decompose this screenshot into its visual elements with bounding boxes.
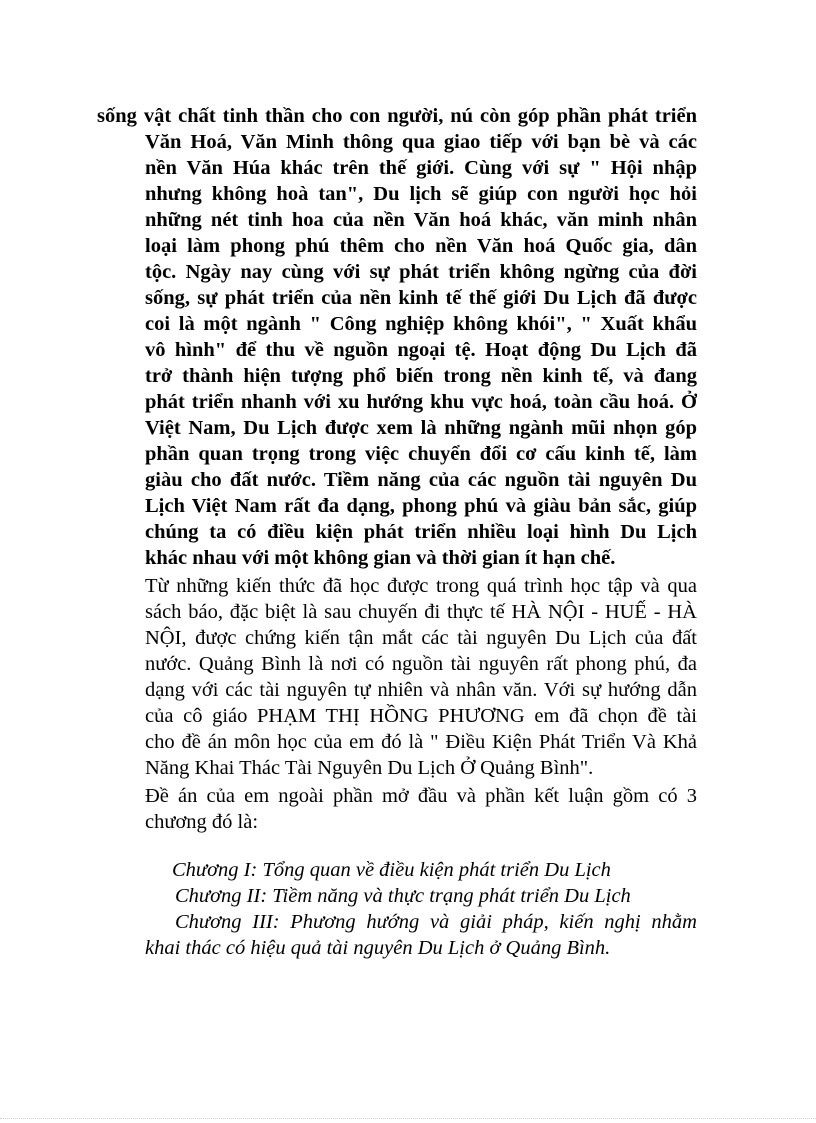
- paragraph1-line: trở thành hiện tượng phổ biến trong nền kinh tế, và đang: [145, 365, 697, 387]
- paragraph2-line: Năng Khai Thác Tài Nguyên Du Lịch Ở Quảng Bình".: [145, 757, 594, 779]
- paragraph2-line: của cô giáo PHẠM THỊ HỒNG PHƯƠNG em đã chọn đề tài: [145, 705, 697, 727]
- paragraph3-line: chương đó là:: [145, 811, 259, 833]
- paragraph1-line: Việt Nam, Du Lịch được xem là những ngành mũi nhọn góp: [145, 417, 697, 439]
- paragraph1-line: sống, sự phát triển của nền kinh tế thế giới Du Lịch đã được: [145, 287, 697, 309]
- paragraph2-line: NỘI, được chứng kiến tận mắt các tài nguyên Du Lịch của đất: [145, 627, 697, 649]
- paragraph1-line: nhưng không hoà tan", Du lịch sẽ giúp con người học hỏi: [145, 183, 697, 205]
- paragraph1-line: tộc. Ngày nay cùng với sự phát triển không ngừng của đời: [145, 261, 697, 283]
- page-bottom-divider: [0, 1118, 816, 1119]
- paragraph1-line: khác nhau với một không gian và thời gian ít hạn chế.: [145, 547, 616, 569]
- paragraph1-line: giàu cho đất nước. Tiềm năng của các nguồn tài nguyên Du: [145, 469, 697, 491]
- paragraph1-line: phát triển nhanh với xu hướng khu vực hoá, toàn cầu hoá. Ở: [145, 391, 697, 413]
- chapter-item: khai thác có hiệu quả tài nguyên Du Lịch ở Quảng Bình.: [145, 937, 611, 959]
- paragraph1-line: coi là một ngành " Công nghiệp không khói", " Xuất khẩu: [145, 313, 697, 335]
- paragraph2-line: Từ những kiến thức đã học được trong quá trình học tập và qua: [145, 575, 697, 597]
- paragraph1-line: sống vật chất tinh thần cho con người, nú còn góp phần phát triển: [97, 105, 697, 127]
- paragraph2-line: sách báo, đặc biệt là sau chuyến đi thực tế HÀ NỘI - HUẾ - HÀ: [145, 601, 697, 623]
- paragraph1-line: nền Văn Húa khác trên thế giới. Cùng với sự " Hội nhập: [145, 157, 697, 179]
- paragraph2-line: nước. Quảng Bình là nơi có nguồn tài nguyên rất phong phú, đa: [145, 653, 697, 675]
- chapter-item: Chương III: Phương hướng và giải pháp, kiến nghị nhằm: [175, 911, 697, 933]
- paragraph1-line: Văn Hoá, Văn Minh thông qua giao tiếp với bạn bè và các: [145, 131, 697, 153]
- chapter-item: Chương I: Tổng quan về điều kiện phát triển Du Lịch: [172, 859, 611, 881]
- paragraph2-line: dạng với các tài nguyên tự nhiên và nhân văn. Với sự hướng dẫn: [145, 679, 697, 701]
- paragraph2-line: cho đề án môn học của em đó là " Điều Kiện Phát Triển Và Khả: [145, 731, 697, 753]
- paragraph1-line: vô hình" để thu về nguồn ngoại tệ. Hoạt động Du Lịch đã: [145, 339, 697, 361]
- paragraph1-line: Lịch Việt Nam rất đa dạng, phong phú và giàu bản sắc, giúp: [145, 495, 697, 517]
- paragraph1-line: phần quan trọng trong việc chuyển đổi cơ cấu kinh tế, làm: [145, 443, 697, 465]
- paragraph1-line: loại làm phong phú thêm cho nền Văn hoá Quốc gia, dân: [145, 235, 697, 257]
- paragraph1-line: những nét tinh hoa của nền Văn hoá khác, văn minh nhân: [145, 209, 697, 231]
- chapter-item: Chương II: Tiềm năng và thực trạng phát triển Du Lịch: [175, 885, 631, 907]
- paragraph3-line: Đề án của em ngoài phần mở đầu và phần kết luận gồm có 3: [145, 785, 697, 807]
- paragraph1-line: chúng ta có điều kiện phát triển nhiều loại hình Du Lịch: [145, 521, 697, 543]
